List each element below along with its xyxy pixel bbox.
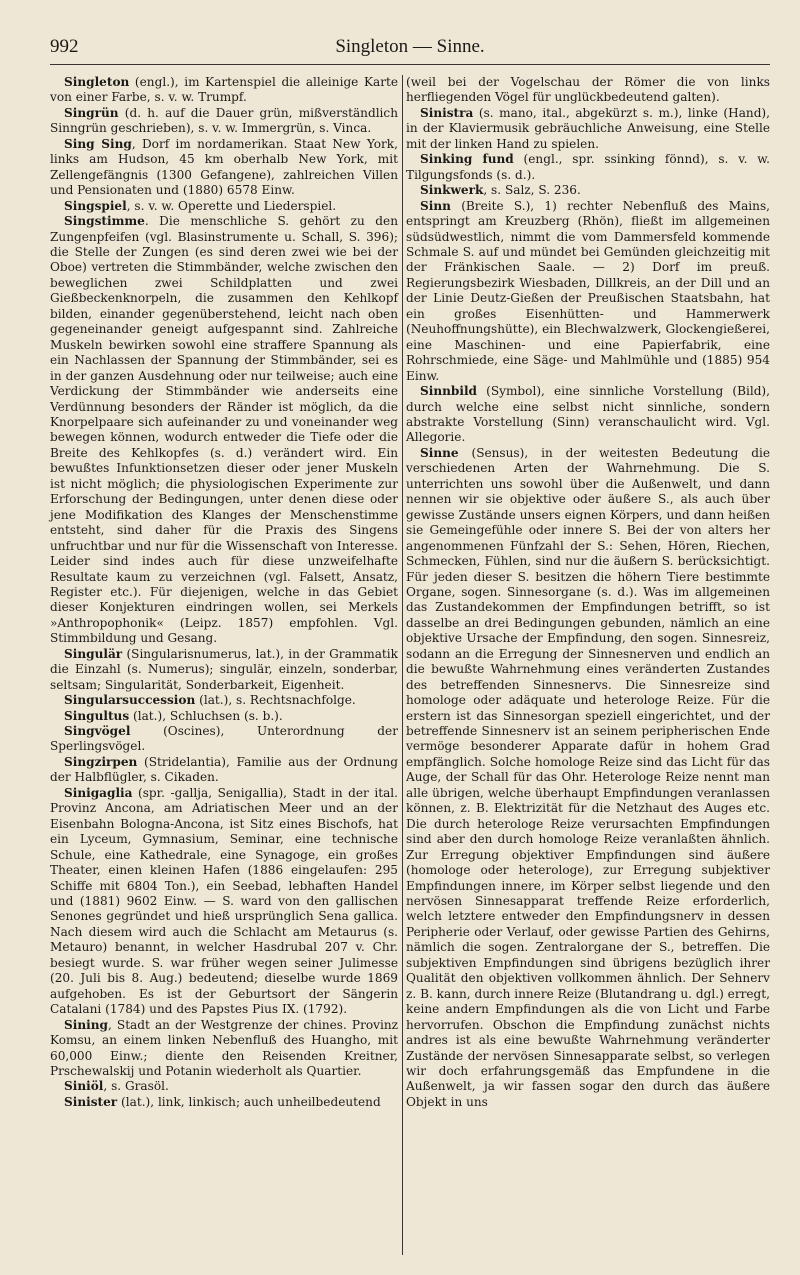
dictionary-entry	[50, 786, 398, 1018]
entry-headword: Sinister	[64, 1094, 118, 1109]
entry-headword: Sinking fund	[420, 152, 514, 167]
entry-headword: Singularsuccession	[64, 693, 196, 708]
entry-text: (Breite S.), 1) rechter Nebenfluß des Mains, entspringt am Kreuzberg (Rhön), fließt im allgemeinen südsüdwestlich, nimmt die vom Dammersfeld kommende Schmale S. auf und mündet bei Gemünden gleichzeitig mit der Fränkischen Saale. — 2) Dorf im preuß. Regierungsbezirk Wiesbaden, Dillkreis, an der Dill und an der Linie Deutz-Gießen der Preußischen Staatsbahn, hat ein großes Eisenhütten- und Hammerwerk (Neuhoffnungshütte), ein Blechwalzwerk, Glockengießerei, eine Maschinen- und eine Papierfabrik, eine Rohrschmiede, eine Säge- und Mahlmühle und (1885) 954 Einw.	[406, 198, 770, 383]
dictionary-entry	[50, 137, 398, 199]
entry-headword: Singspiel	[64, 198, 127, 213]
dictionary-entry	[406, 446, 770, 1110]
left-column	[50, 75, 398, 1255]
dictionary-entry	[50, 1079, 398, 1094]
entry-text: (lat.), link, linkisch; auch unheilbedeutend	[117, 1094, 381, 1109]
entry-text: , Stadt an der Westgrenze der chines. Provinz Komsu, an einem linken Nebenfluß des Huangho, mit 60,000 Einw.; diente den Reisenden Kreitner, Prschewalskij und Potanin wiederholt als Quartier.	[50, 1017, 398, 1078]
dictionary-entry	[406, 106, 770, 152]
entry-headword: Sing Sing	[64, 136, 132, 151]
dictionary-entry	[50, 106, 398, 137]
entry-headword: Singvögel	[64, 724, 131, 739]
text-columns	[50, 75, 770, 1255]
entry-text: (Symbol), eine sinnliche Vorstellung (Bild), durch welche eine selbst nicht sinnliche, sondern abstrakte Vorstellung (Sinn) veranschaulicht wird. Vgl. Allegorie.	[406, 384, 770, 445]
entry-headword: Singstimme	[64, 214, 145, 229]
dictionary-entry	[50, 724, 398, 755]
dictionary-entry	[50, 75, 398, 106]
running-head: Singleton — Sinne.	[335, 36, 485, 57]
entry-headword: Sinnbild	[420, 384, 478, 399]
entry-text: (Stridelantia), Familie aus der Ordnung der Halbflügler, s. Cikaden.	[50, 754, 398, 785]
entry-headword: Singulär	[64, 646, 123, 661]
dictionary-entry	[50, 709, 398, 724]
entry-text: (Sensus), in der weitesten Bedeutung die verschiedenen Arten der Wahrnehmung. Die S. unterrichten uns sowohl über die Außenwelt, und dann nennen wir sie objektive oder äußere S., als auch über gewisse Zustände unsers eignen Körpers, und dann heißen sie Gemeingefühle oder innere S. Bei der von alters her angenommenen Fünfzahl der S.: Sehen, Hören, Riechen, Schmecken, Fühlen, sind nur die äußern S. berücksichtigt. Für jeden dieser S. besitzen die höhern Tiere bestimmte Organe, sogen. Sinnesorgane (s. d.). Was im allgemeinen das Zustandekommen der Empfindungen betrifft, so ist dasselbe an drei Bedingungen gebunden, nämlich an eine objektive Ursache der Empfindung, den sogen. Sinnesreiz, sodann an die Erregung der Sinnesnerven und endlich an die bewußte Wahrnehmung eines veränderten Zustandes des betreffenden Sinnesnervs. Die Sinnesreize sind homologe oder adäquate und heterologe Reize. Für die erstern ist das Sinnesorgan speziell eingerichtet, und der betreffende Sinnesnerv ist an seinem peripherischen Ende vermöge besonderer Apparate dafür in hohem Grad empfänglich. Solche homologe Reize sind das Licht für das Auge, der Schall für das Ohr. Heterologe Reize nennt man alle übrigen, welche überhaupt Empfindungen veranlassen können, z. B. Elektrizität für die Netzhaut des Auges etc. Die durch heterologe Reize verursachten Empfindungen sind aber den durch homologe Reize veranlaßten ähnlich. Zur Erregung objektiver Empfindungen sind äußere (homologe oder heterologe), zur Erregung subjektiver Empfindungen innere, im Körper selbst liegende und den nervösen Sinnesapparat treffende Reize erforderlich, welch letztere entweder den Empfindungsnerv in dessen Peripherie oder Verlauf, oder gewisse Partien des Gehirns, nämlich die sogen. Zentralorgane der S., betreffen. Die subjektiven Empfindungen sind übrigens bezüglich ihrer Qualität den objektiven vollkommen ähnlich. Der Sehnerv z. B. kann, durch innere Reize (Blutandrang u. dgl.) erregt, keine andern Empfindungen als die von Licht und Farbe hervorrufen. Obschon die Empfindung zunächst nichts andres ist als eine bewußte Wahrnehmung veränderter Zustände der nervösen Sinnesapparate selbst, so verlegen wir doch erfahrungsgemäß das Empfundene in die Außenwelt, ja wir fassen sogar den durch das äußere Objekt in uns	[406, 445, 770, 1109]
dictionary-entry	[406, 75, 770, 106]
entry-text: , Dorf im nordamerikan. Staat New York, links am Hudson, 45 km oberhalb New York, mit Zellengefängnis (1300 Gefangene), zahlreichen Villen und Pensionaten und (1880) 6578 Einw.	[50, 136, 398, 198]
dictionary-entry	[50, 647, 398, 693]
dictionary-entry	[50, 693, 398, 708]
dictionary-entry	[50, 214, 398, 647]
entry-headword: Sinkwerk	[420, 183, 484, 198]
dictionary-entry	[50, 1018, 398, 1080]
entry-text: (d. h. auf die Dauer grün, mißverständlich Sinngrün geschrieben), s. v. w. Immergrün, s. Vinca.	[50, 105, 398, 136]
page-header	[50, 36, 770, 65]
entry-headword: Siniöl	[64, 1079, 104, 1094]
entry-headword: Sining	[64, 1017, 108, 1032]
entry-text: , s. Grasöl.	[103, 1079, 169, 1094]
dictionary-entry	[406, 384, 770, 446]
entry-headword: Singultus	[64, 708, 130, 723]
dictionary-entry	[50, 1095, 398, 1110]
entry-text: . Die menschliche S. gehört zu den Zungenpfeifen (vgl. Blasinstrumente u. Schall, S. 396); die Stelle der Zungen (es sind deren zwei wie bei der Oboe) vertreten die Stimmbänder, welche zwischen den beweglichen zwei Schildplatten und zwei Gießbeckenknorpeln, die zusammen den Kehlkopf bilden, einander gegenüberstehend, leicht nach oben gegeneinander geneigt aufgespannt sind. Zahlreiche Muskeln bewirken sowohl eine straffere Spannung als ein Nachlassen der Spannung der Stimmbänder, sei es in der ganzen Ausdehnung oder nur teilweise; auch eine Verdickung der Stimmbänder wie anderseits eine Verdünnung besonders der Ränder ist möglich, da die Knorpelpaare sich aufeinander zu und voneinander weg bewegen können, wodurch entweder die Tiefe oder die Breite des Kehlkopfes (s. d.) verändert wird. Ein bewußtes Infunktionsetzen dieser oder jener Muskeln ist nicht möglich; die physiologischen Experimente zur Erforschung der Bedingungen, unter denen diese oder jene Modifikation des Klanges der Menschenstimme entsteht, sind daher für die Praxis des Singens unfruchtbar und nur für die Wissenschaft von Interesse. Leider sind indes auch für diese unzweifelhafte Resultate kaum zu verzeichnen (vgl. Falsett, Ansatz, Register etc.). Für diejenigen, welche in das Gebiet dieser Konjekturen eindringen wollen, sei Merkels »Anthropophonik« (Leipz. 1857) empfohlen. Vgl. Stimmbildung und Gesang.	[50, 214, 398, 646]
entry-headword: Sinn	[420, 198, 451, 213]
entry-headword: Sinne	[420, 445, 459, 460]
entry-text: (engl.), im Kartenspiel die alleinige Karte von einer Farbe, s. v. w. Trumpf.	[50, 75, 398, 105]
entry-headword: Singzirpen	[64, 754, 138, 769]
entry-text: (s. mano, ital., abgekürzt s. m.), linke (Hand), in der Klaviermusik gebräuchliche Anweisung, eine Stelle mit der linken Hand zu spielen.	[406, 105, 770, 151]
right-column	[406, 75, 770, 1255]
entry-text: (weil bei der Vogelschau der Römer die von links herfliegenden Vögel für unglückbedeutend galten).	[406, 75, 770, 105]
entry-text: (Singularisnumerus, lat.), in der Grammatik die Einzahl (s. Numerus); singulär, einzeln, sonderbar, seltsam; Singularität, Sonderbarkeit, Eigenheit.	[50, 646, 398, 692]
entry-text: (engl., spr. ssinking fönnd), s. v. w. Tilgungsfonds (s. d.).	[406, 152, 770, 182]
entry-headword: Singrün	[64, 105, 119, 120]
entry-text: , s. v. w. Operette und Liederspiel.	[126, 198, 337, 213]
entry-headword: Singleton	[64, 75, 130, 89]
entry-text: (lat.), Schluchsen (s. b.).	[129, 708, 283, 723]
entry-text: (spr. -gallja, Senigallia), Stadt in der ital. Provinz Ancona, am Adriatischen Meer und an der Eisenbahn Bologna-Ancona, ist Sitz eines Bischofs, hat ein Lyceum, Gymnasium, Seminar, eine technische Schule, eine Kathedrale, eine Synagoge, ein großes Theater, einen kleinen Hafen (1886 eingelaufen: 295 Schiffe mit 6804 Ton.), ein Seebad, lebhaften Handel und (1881) 9602 Einw. — S. ward von den gallischen Senones gegründet und hieß ursprünglich Sena gallica. Nach diesem wird auch die Schlacht am Metaurus (s. Metauro) benannt, in welcher Hasdrubal 207 v. Chr. besiegt wurde. S. war früher wegen seiner Julimesse (20. Juli bis 8. Aug.) bedeutend; dieselbe wurde 1869 aufgehoben. Es ist der Geburtsort der Sängerin Catalani (1784) und des Papstes Pius IX. (1792).	[50, 785, 398, 1017]
entry-text: , s. Salz, S. 236.	[483, 183, 581, 198]
page-number: 992	[50, 36, 79, 57]
dictionary-entry	[50, 199, 398, 214]
entry-text: (Oscines), Unterordnung der Sperlingsvögel.	[50, 724, 398, 754]
entry-headword: Sinigaglia	[64, 785, 133, 800]
entry-text: (lat.), s. Rechtsnachfolge.	[195, 693, 356, 708]
dictionary-entry	[50, 755, 398, 786]
dictionary-entry	[406, 199, 770, 384]
dictionary-entry	[406, 152, 770, 183]
dictionary-entry	[406, 183, 770, 198]
entry-headword: Sinistra	[420, 105, 474, 120]
column-divider	[402, 75, 403, 1255]
